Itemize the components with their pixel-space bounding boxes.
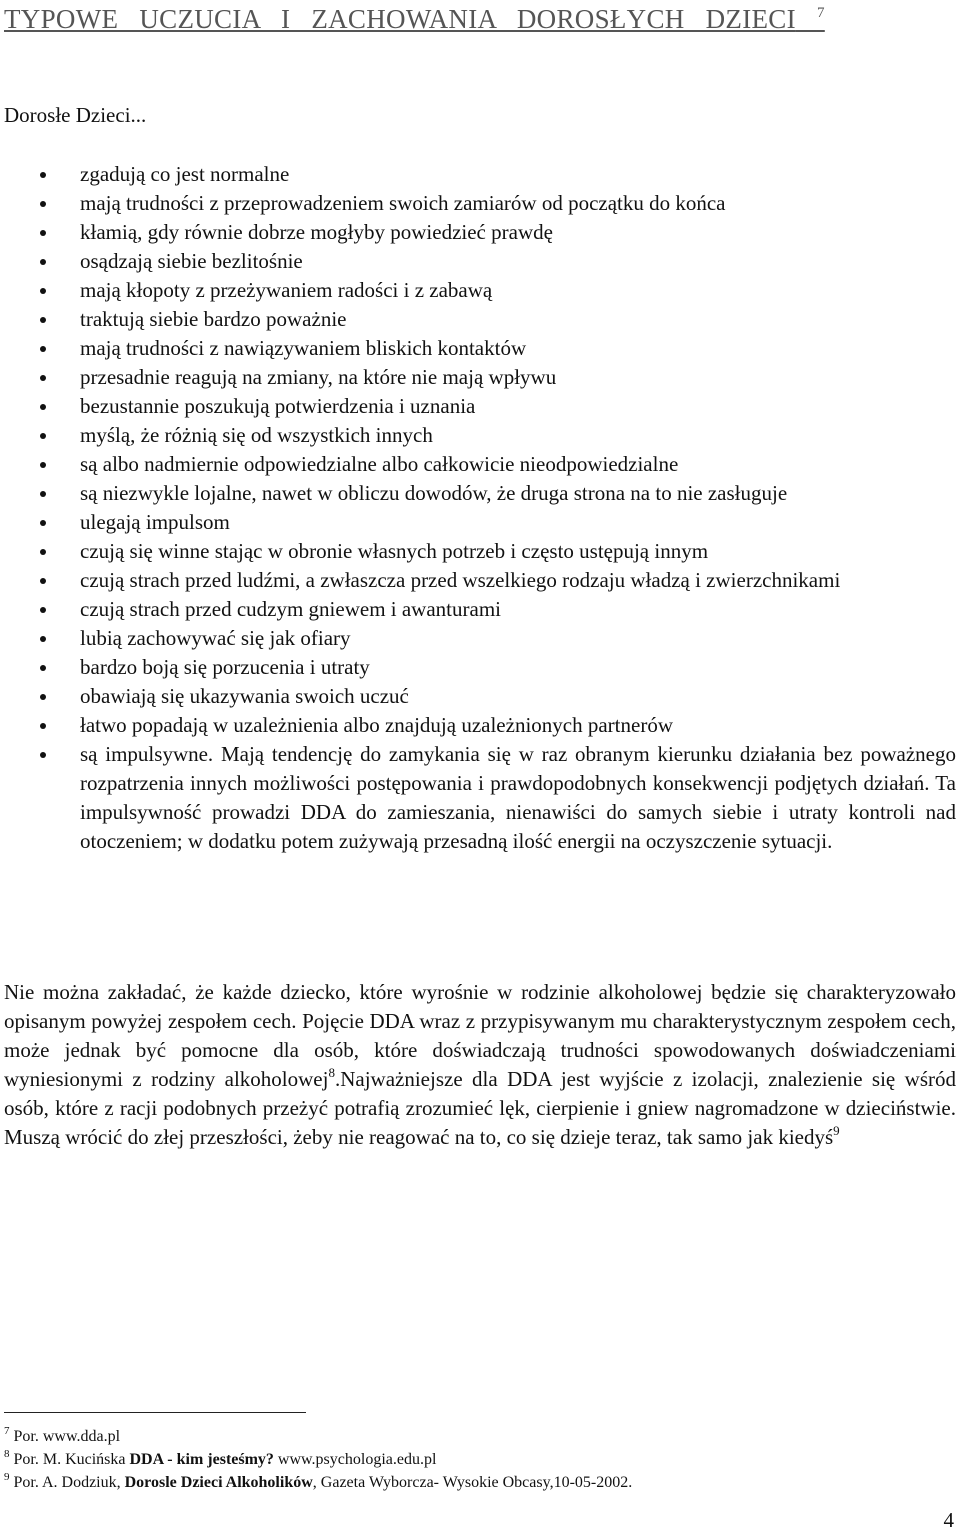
footnote-text-pre: Por. M. Kucińska (13, 1451, 130, 1468)
list-item: lubią zachowywać się jak ofiary (0, 624, 956, 653)
list-item: kłamią, gdy równie dobrze mogłyby powiedzieć prawdę (0, 218, 956, 247)
footnote-7 (4, 1425, 954, 1448)
footnote-text-post: , Gazeta Wyborcza- Wysokie Obcasy,10-05-2002. (312, 1474, 633, 1491)
footnote-ref-8[interactable]: 8 (328, 1065, 335, 1080)
paragraph-part-1: Nie można zakładać, że każde dziecko, które wyrośnie w rodzinie alkoholowej będzie się charakteryzowało opisanym powyżej zespołem cech. Pojęcie DDA wraz z przypisywanym mu charakterystycznym zespołem cech, może jednak być pomocne dla osób, które doświadczają trudności spowodowanych doświadczeniami wyniesionymi z rodziny alkoholowej (4, 980, 956, 1091)
list-item: mają trudności z przeprowadzeniem swoich zamiarów od początku do końca (0, 189, 956, 218)
list-item: czują się winne stając w obronie własnych potrzeb i często ustępują innym (0, 537, 956, 566)
footnote-9 (4, 1471, 954, 1494)
footnote-title: Dorosle Dzieci Alkoholików (124, 1474, 313, 1491)
footnote-text: Por. www.dda.pl (13, 1428, 121, 1445)
footnote-8 (4, 1448, 954, 1471)
list-item: myślą, że różnią się od wszystkich innych (0, 421, 956, 450)
footnote-title: DDA - kim jesteśmy? (129, 1451, 274, 1468)
heading-text: TYPOWE UCZUCIA I ZACHOWANIA DOROSŁYCH DZIECI (4, 4, 796, 34)
list-item: łatwo popadają w uzależnienia albo znajdują uzależnionych partnerów (0, 711, 956, 740)
list-item: traktują siebie bardzo poważnie (0, 305, 956, 334)
list-item: bardzo boją się porzucenia i utraty (0, 653, 956, 682)
list-item: są albo nadmiernie odpowiedzialne albo całkowicie nieodpowiedzialne (0, 450, 956, 479)
list-item: mają kłopoty z przeżywaniem radości i z zabawą (0, 276, 956, 305)
list-item: osądzają siebie bezlitośnie (0, 247, 956, 276)
heading-footnote-ref[interactable]: 7 (816, 5, 825, 21)
footnotes (4, 1425, 954, 1494)
list-item: bezustannie poszukują potwierdzenia i uznania (0, 392, 956, 421)
list-item: zgadują co jest normalne (0, 160, 956, 189)
paragraph-part-2: .Najważniejsze dla DDA jest wyjście z izolacji, znalezienie się wśród osób, które z racji podobnych przeżyć potrafią zrozumieć lęk, cierpienie i gniew nagromadzone w dzieciństwie. Muszą wrócić do złej przeszłości, żeby nie reagować na to, co się dzieje teraz, tak samo jak kiedyś (4, 1067, 956, 1149)
list-item: czują strach przed ludźmi, a zwłaszcza przed wszelkiego rodzaju władzą i zwierzchnikami (0, 566, 956, 595)
list-item: ulegają impulsom (0, 508, 956, 537)
list-item: obawiają się ukazywania swoich uczuć (0, 682, 956, 711)
footnote-number: 7 (4, 1425, 10, 1437)
footnote-ref-9[interactable]: 9 (833, 1123, 840, 1138)
traits-list (0, 160, 956, 856)
intro-text: Dorosłe Dzieci... (4, 103, 147, 127)
list-item: są niezwykle lojalne, nawet w obliczu dowodów, że druga strona na to nie zasługuje (0, 479, 956, 508)
list-item: mają trudności z nawiązywaniem bliskich kontaktów (0, 334, 956, 363)
footnote-text-pre: Por. A. Dodziuk, (13, 1474, 125, 1491)
footnote-text-post: www.psychologia.edu.pl (273, 1451, 437, 1468)
footnote-number: 8 (4, 1448, 10, 1460)
footnote-number: 9 (4, 1471, 10, 1483)
list-item: czują strach przed cudzym gniewem i awanturami (0, 595, 956, 624)
footnote-separator (4, 1412, 306, 1413)
list-item: są impulsywne. Mają tendencję do zamykania się w raz obranym kierunku działania bez poważnego rozpatrzenia innych możliwości postępowania i prawdopodobnych konsekwencji podjętych działań. Ta impulsywność prowadzi DDA do zamieszania, nienawiści do samych siebie i utraty kontroli nad otoczeniem; w dodatku potem zużywają przesadną ilość energii na oczyszczenie sytuacji. (0, 740, 956, 856)
section-heading (4, 0, 904, 36)
list-item: przesadnie reagują na zmiany, na które nie mają wpływu (0, 363, 956, 392)
body-paragraph (4, 978, 956, 1152)
page-number: 4 (943, 1508, 954, 1532)
